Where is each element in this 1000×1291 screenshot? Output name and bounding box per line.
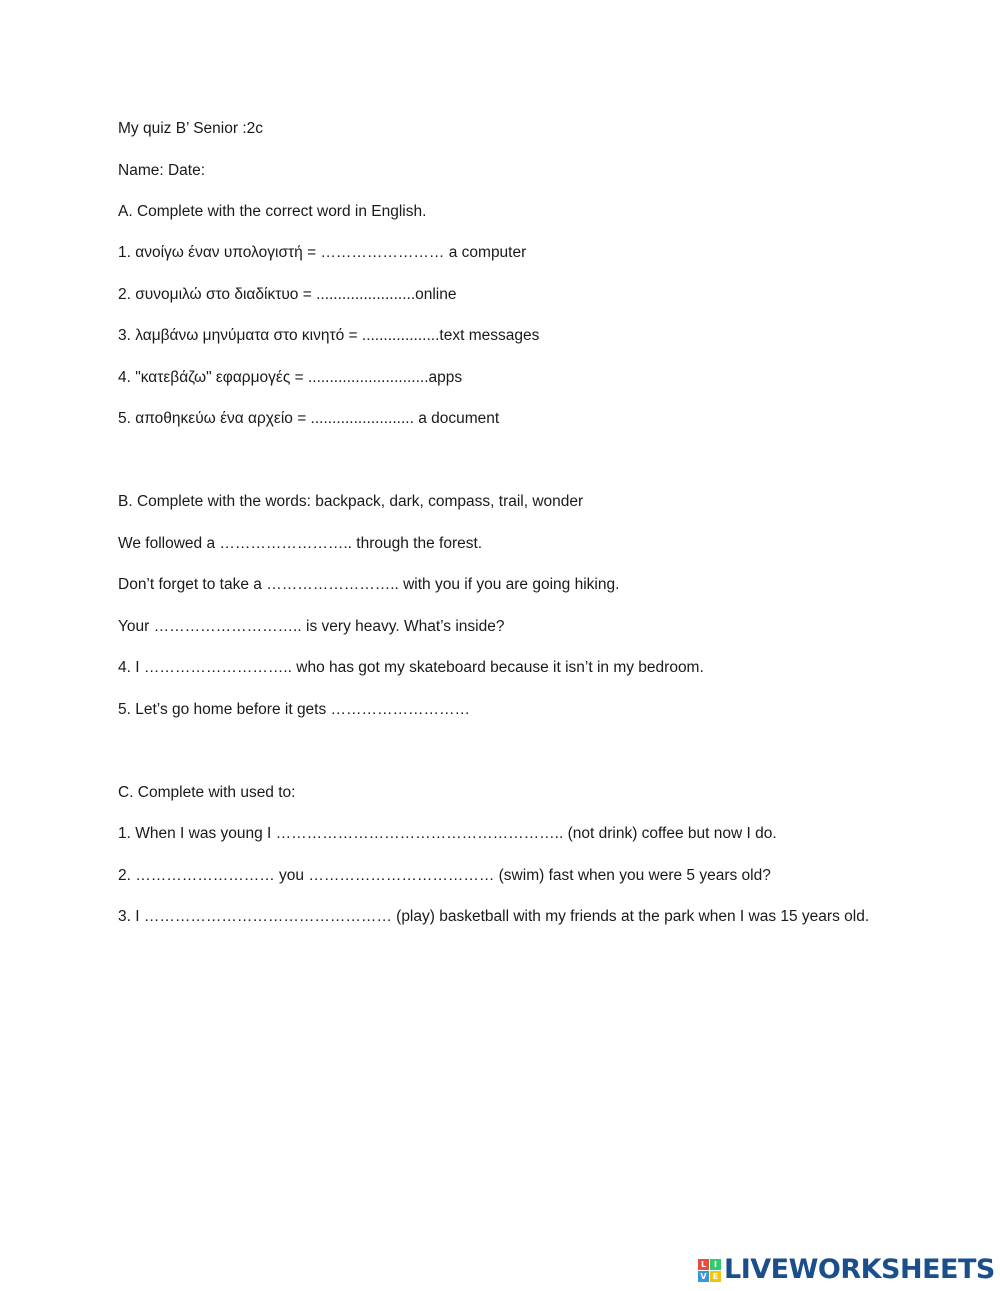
section-c-item-3: 3. I ………………………………………… (play) basketball with my friends at the park when I was 15 years old.: [118, 908, 870, 925]
section-b-heading: B. Complete with the words: backpack, dark, compass, trail, wonder: [118, 493, 584, 510]
logo-text: LIVEWORKSHEETS: [724, 1254, 995, 1285]
liveworksheets-logo: [698, 1256, 995, 1284]
section-c-item-1: 1. When I was young I ……………………………………………….. (not drink) coffee but now I do.: [118, 825, 777, 842]
section-c-item-2: 2. ……………………… you ……………………………… (swim) fast when you were 5 years old?: [118, 867, 771, 884]
logo-blocks-icon: [698, 1259, 721, 1282]
name-date-line: Name: Date:: [118, 162, 206, 179]
section-b-item-5: 5. Let’s go home before it gets ………………………: [118, 701, 471, 718]
section-a-item-3: 3. λαμβάνω μηνύματα στο κινητό = ..................text messages: [118, 327, 540, 344]
section-b-item-3: Your ……………………….. is very heavy. What’s inside?: [118, 618, 505, 635]
section-a-item-1: 1. ανοίγω έναν υπολογιστή = …………………… a computer: [118, 244, 527, 261]
section-a-heading: A. Complete with the correct word in English.: [118, 203, 427, 220]
logo-block-e: E: [710, 1271, 721, 1282]
logo-block-l: L: [698, 1259, 709, 1270]
section-b-item-4: 4. I ……………………….. who has got my skateboard because it isn’t in my bedroom.: [118, 659, 704, 676]
logo-block-i: I: [710, 1259, 721, 1270]
quiz-title: My quiz B’ Senior :2c: [118, 120, 264, 137]
section-b-item-1: We followed a …………………….. through the forest.: [118, 535, 483, 552]
section-a-item-2: 2. συνομιλώ στο διαδίκτυο = .......................online: [118, 286, 457, 303]
section-c-heading: C. Complete with used to:: [118, 784, 296, 801]
section-a-item-4: 4. "κατεβάζω" εφαρμογές = ............................apps: [118, 369, 463, 386]
section-b-item-2: Don’t forget to take a …………………….. with you if you are going hiking.: [118, 576, 620, 593]
section-a-item-5: 5. αποθηκεύω ένα αρχείο = ........................ a document: [118, 410, 500, 427]
logo-block-v: V: [698, 1271, 709, 1282]
